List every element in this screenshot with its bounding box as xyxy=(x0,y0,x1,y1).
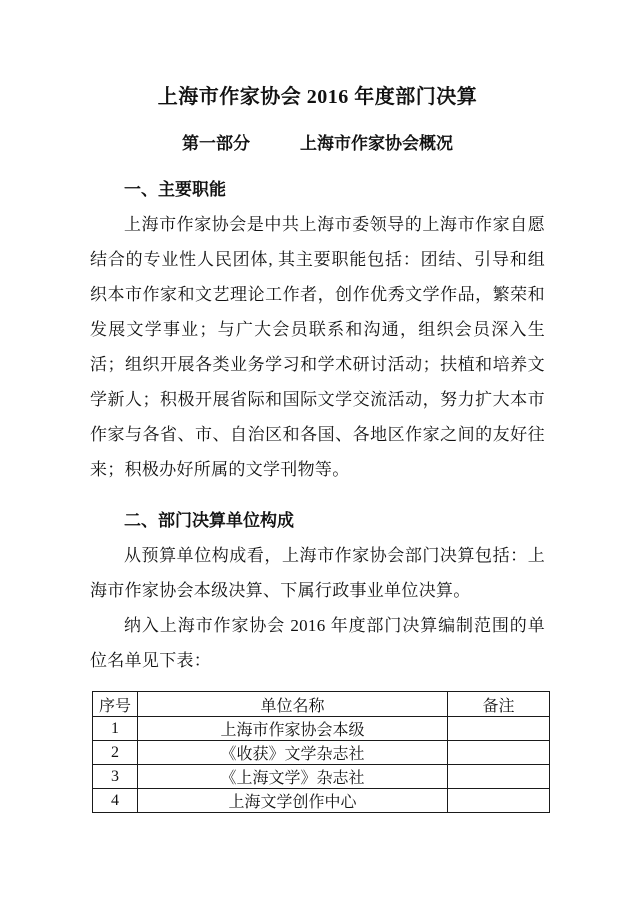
table-header-seq: 序号 xyxy=(93,692,138,717)
body-paragraph: 纳入上海市作家协会 2016 年度部门决算编制范围的单位名单见下表： xyxy=(90,616,545,670)
part-title: 上海市作家协会概况 xyxy=(300,134,453,153)
cell-note xyxy=(448,789,550,813)
part-heading xyxy=(90,132,545,156)
units-table xyxy=(92,691,550,813)
table-row xyxy=(93,789,550,813)
cell-unit-name: 上海文学创作中心 xyxy=(138,789,448,813)
cell-unit-name: 《收获》文学杂志社 xyxy=(138,741,448,765)
table-row xyxy=(93,741,550,765)
cell-note xyxy=(448,717,550,741)
cell-note xyxy=(448,765,550,789)
cell-seq: 1 xyxy=(93,717,138,741)
cell-unit-name: 《上海文学》杂志社 xyxy=(138,765,448,789)
table-header-unit-name: 单位名称 xyxy=(138,692,448,717)
body-paragraph: 从预算单位构成看，上海市作家协会部门决算包括：上海市作家协会本级决算、下属行政事业单位决算。 xyxy=(90,546,545,600)
table-row xyxy=(93,765,550,789)
section-heading-unit-composition: 二、部门决算单位构成 xyxy=(124,511,294,530)
table-header-row xyxy=(93,692,550,717)
cell-note xyxy=(448,741,550,765)
cell-seq: 2 xyxy=(93,741,138,765)
section-heading-main-functions: 一、主要职能 xyxy=(124,180,226,199)
part-label: 第一部分 xyxy=(182,134,250,153)
table-header-note: 备注 xyxy=(448,692,550,717)
body-paragraph: 上海市作家协会是中共上海市委领导的上海市作家自愿结合的专业性人民团体, 其主要职能包括：团结、引导和组织本市作家和文艺理论工作者，创作优秀文学作品，繁荣和发展文学事业；与广大会员联系和沟通，组织会员深入生活；组织开展各类业务学习和学术研讨活动；扶植和培养文学新人；积极开展省际和国际文学交流活动，努力扩大本市作家与各省、市、自治区和各国、各地区作家之间的友好往来；积极办好所属的文学刊物等。 xyxy=(90,215,545,479)
cell-seq: 4 xyxy=(93,789,138,813)
table-row xyxy=(93,717,550,741)
cell-unit-name: 上海市作家协会本级 xyxy=(138,717,448,741)
cell-seq: 3 xyxy=(93,765,138,789)
document-title: 上海市作家协会 2016 年度部门决算 xyxy=(157,86,478,108)
